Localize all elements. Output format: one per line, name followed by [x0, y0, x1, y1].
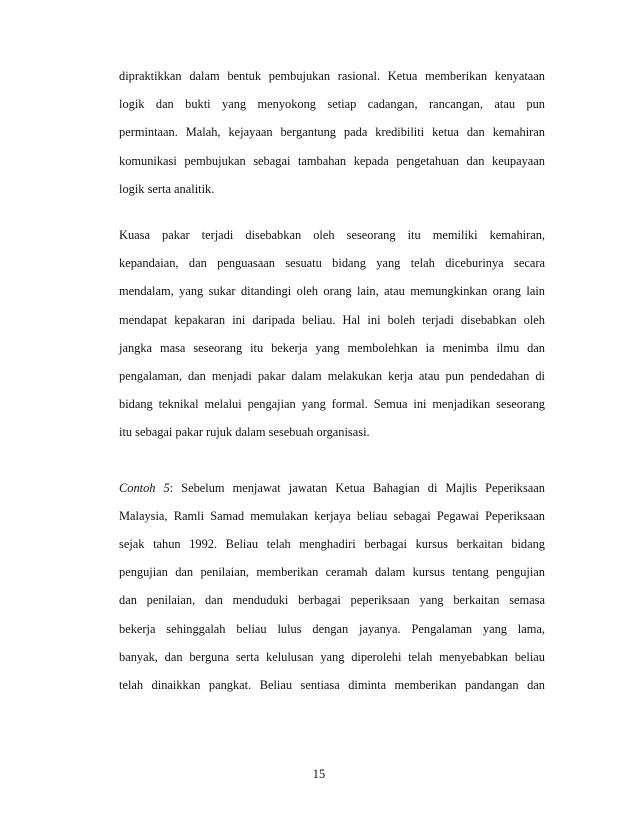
text-line: itu sebagai pakar rujuk dalam sesebuah organisasi. [119, 425, 370, 440]
text-line-rest: : Sebelum menjawat jawatan Ketua Bahagian di Majlis Peperiksaan [169, 480, 546, 495]
text-line: komunikasi pembujukan sebagai tambahan kepada pengetahuan dan keupayaan [119, 153, 545, 168]
text-line: sejak tahun 1992. Beliau telah menghadiri berbagai kursus berkaitan bidang [119, 537, 545, 552]
text-line [119, 474, 545, 502]
text-line: permintaan. Malah, kejayaan bergantung pada kredibiliti ketua dan kemahiran [119, 125, 545, 140]
paragraph-example-5 [119, 474, 545, 700]
text-line: Kuasa pakar terjadi disebabkan oleh seseorang itu memiliki kemahiran, [119, 228, 545, 243]
paragraph-persuasion [119, 62, 545, 203]
text-line: telah dinaikkan pangkat. Beliau sentiasa diminta memberikan pandangan dan [119, 678, 545, 693]
paragraph-expert-power [119, 221, 545, 447]
text-line: logik serta analitik. [119, 181, 215, 196]
text-line: bidang teknikal melalui pengajian yang formal. Semua ini menjadikan seseorang [119, 397, 545, 412]
example-label: Contoh 5 [119, 480, 170, 495]
text-line: Malaysia, Ramli Samad memulakan kerjaya beliau sebagai Pegawai Peperiksaan [119, 508, 545, 523]
text-line: bekerja sehinggalah beliau lulus dengan jayanya. Pengalaman yang lama, [119, 621, 545, 636]
body-text [119, 62, 545, 699]
page-number: 15 [312, 767, 326, 781]
text-line: pengalaman, dan menjadi pakar dalam melakukan kerja atau pun pendedahan di [119, 369, 545, 384]
text-line: banyak, dan berguna serta kelulusan yang diperolehi telah menyebabkan beliau [119, 649, 545, 664]
text-line: dipraktikkan dalam bentuk pembujukan rasional. Ketua memberikan kenyataan [119, 69, 545, 83]
text-line: dan penilaian, dan menduduki berbagai peperiksaan yang berkaitan semasa [119, 593, 545, 608]
text-line: jangka masa seseorang itu bekerja yang membolehkan ia menimba ilmu dan [119, 340, 545, 355]
text-line: kepandaian, dan penguasaan sesuatu bidang yang telah diceburinya secara [119, 256, 545, 271]
text-line: pengujian dan penilaian, memberikan ceramah dalam kursus tentang pengujian [119, 565, 545, 580]
text-line: logik dan bukti yang menyokong setiap cadangan, rancangan, atau pun [119, 97, 545, 112]
text-line: mendalam, yang sukar ditandingi oleh orang lain, atau memungkinkan orang lain [119, 284, 545, 299]
text-line: mendapat kepakaran ini daripada beliau. Hal ini boleh terjadi disebabkan oleh [119, 312, 545, 327]
